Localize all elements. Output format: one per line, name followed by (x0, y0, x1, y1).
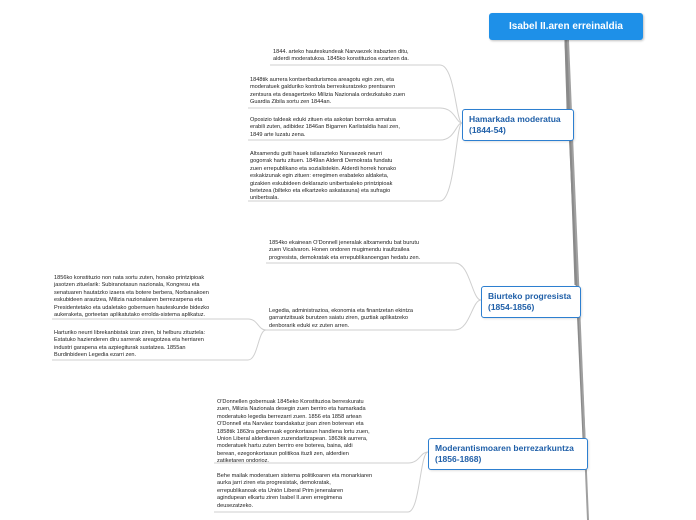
branch-biurteko-progresista[interactable] (481, 286, 581, 318)
branch-2-subnote-2: Harturiko neurri librekanbistak izan ziren, bi helburu zituztela: Estatuko hazienderen diru sarrerak areagotzea eta herriaren industri garapena eta azpiegiturak sustatzea. 1855an Burdinbideen Legedia ezarri zen. (54, 330, 206, 359)
branch-1-note-2: 1848tik aurrera kontserbadurismoa areagotu egin zen, eta moderatuek galduriko kontrola berreskuratzeko prentsaren zentsura eta desagertzeko Milizia Nazionala ordezkatuko zuen Guardia Zibila sortu zen 1844an. (250, 77, 406, 106)
b2-subnote-1-link (52, 319, 266, 330)
branch-hamarkada-moderatua[interactable] (462, 109, 574, 141)
branch-title: Biurteko progresista (1854-1856) (488, 291, 572, 312)
branch-2-note-1: 1854ko ekainean O'Donnell jeneralak altxamendu bat burutu zuen Vicalvaron. Honen ondoren mugimendu iraultzailea progresista, demokratak eta errepublikanoengan hedatu zen. (269, 240, 421, 261)
root-node[interactable] (489, 13, 643, 40)
branch-title: Moderantismoaren berrezarkuntza (1856-1868) (435, 443, 574, 464)
branch-1-note-4: Altxamendu gutti hauek isilarazteko Narvaezek neurri gogorrak hartu zituen. 1849an Alderdi Demokrata fundatu zuen errepublikano eta sozialistekin. Alderdi horrek honako eskakizunak egin zituen: erregimen erabateko aldaketa, gizakien eskubideen deklarazio unibertsaleko printzipioak betetzea (bilteko eta elkartzeko askatasuna) eta sufragio unibertsala. (250, 151, 397, 202)
branch-1-note-1: 1844. arteko hauteskundeak Narvaezek irabazten ditu, alderdi moderatukoa. 1845ko konstituzioa ezartzen da. (273, 49, 409, 63)
branch-1-note-3: Oposizio taldeak eduki zituen eta askotan borroka armatua erabili zuten, adibidez 1846an Bigarren Karlistaldia hasi zen, 1849 arte luzatu zena. (250, 117, 400, 138)
branch-3-note-1: O'Donnellen gobernuak 1845eko Konstituzioa berreskuratu zuen, Milizia Nazionala desegin zuen berriro eta hamarkada moderatuko legedia berrezarri zuen. 1856 eta 1858 artean O'Donnell eta Narváez txandakatuz joan ziren boterean eta 1858tik 1863ra gobernuak egonkortasun handiena lortu zuen, Union Liberal alderdiaren zuzendaritzapean. 1863tik aurrera, moderatuek hartu zuten berriro ere boterea, baina, aldi berean, ezegonkortasun politikoa ituzli zen, alderdien zatiketaren ondorioz. (217, 399, 370, 465)
branch-2-subnote-1: 1856ko konstituzio non nata sortu zuten, honako printzipioak jasotzen zituelarik: Subiranotasun nazionala, Kongresu eta senatuaren hautatzko izaera eta botere berbera, Norbanakoen eskubideen arautzea, Milizia nazionalaren berrezarpena eta Presidentetako eta udaletako gobernuen hauteskunde bidezko aukeraketa, gorteetan aplikatutako errolda-sistema aplikatuz. (54, 275, 210, 319)
branch-2-note-2: Legedia, administrazioa, ekonomia eta finantzetan ekintza garrantzitsuak burutzen saiatu ziren, guztiak aplikatzeko denborarik eduki ez zuten arren. (269, 308, 413, 329)
branch-3-note-2: Behe mailak moderatuen sistema politikoaren eta monarkiaren aurka jarri ziren eta progresistak, demokratak, errepublikanoak eta Unión Liberal Prim jeneralaren agindupean elkartu ziren Isabel II.aren erregimena deusezatzeko. (217, 473, 373, 509)
branch-moderantismoaren-berrezarkuntza[interactable] (428, 438, 588, 470)
b2-note-1-link (266, 263, 481, 300)
branch-title: Hamarkada moderatua (1844-54) (469, 114, 561, 135)
root-title: Isabel II.aren erreinaldia (509, 21, 623, 32)
